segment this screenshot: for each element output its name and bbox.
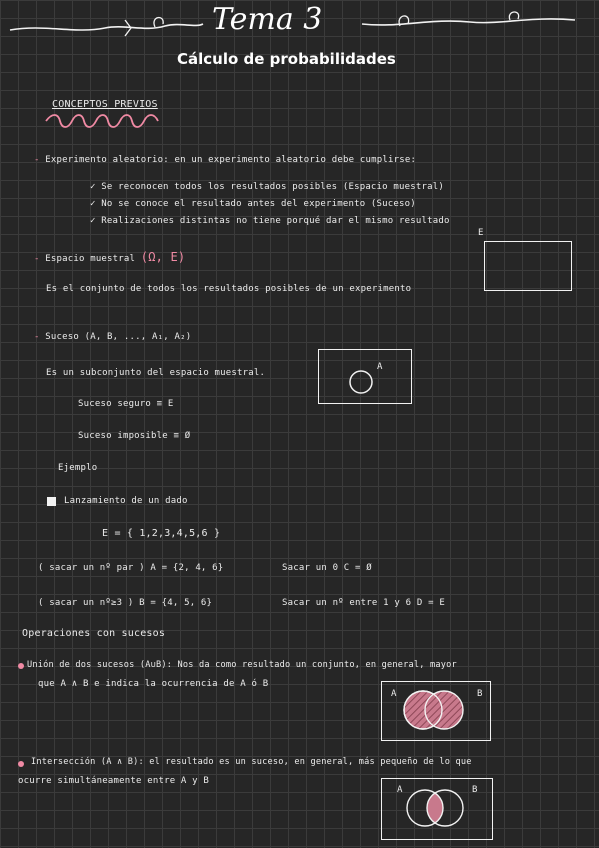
bullet-square [47,497,56,506]
espacio-heading: - Espacio muestral (Ω, E) [34,250,186,264]
espacio-box-label: E [478,228,484,238]
espacio-definition: Es el conjunto de todos los resultados posibles de un experimento [46,284,412,294]
inter-line-1: Intersección (A ∧ B): el resultado es un suceso, en general, más pequeño de lo que [31,757,472,767]
page-title: Tema 3 [212,2,323,37]
pink-squiggle-underline [42,113,162,131]
ejemplo-row1-right: Sacar un 0 C = Ø [282,563,372,573]
union-label-a: A [391,689,397,699]
ejemplo-row2-left: ( sacar un nº≥3 ) B = {4, 5, 6} [38,598,213,608]
check-item-3: ✓ Realizaciones distintas no tiene porqué dar el mismo resultado [90,216,450,226]
page-subtitle: Cálculo de probabilidades [177,50,396,68]
header-flourish-left [5,6,205,46]
ejemplo-item: Lanzamiento de un dado [64,496,188,506]
ejemplo-heading: Ejemplo [58,463,98,473]
inter-line-2: ocurre simultáneamente entre A y B [18,776,210,786]
header-flourish-right [360,4,580,44]
union-line-1: Unión de dos sucesos (A∪B): Nos da como resultado un conjunto, en general, mayor [27,660,457,670]
suceso-circle [346,367,376,397]
experimento-heading: - Experimento aleatorio: en un experimento aleatorio debe cumplirse: [34,155,417,165]
union-line-2: que A ∧ B e indica la ocurrencia de A ó B [38,679,269,689]
suceso-imposible: Suceso imposible ≡ Ø [78,431,191,441]
inter-bullet [18,761,24,767]
inter-label-b: B [472,785,478,795]
suceso-definition: Es un subconjunto del espacio muestral. [46,368,266,378]
suceso-circle-label: A [377,362,383,372]
union-venn-diagram [381,681,491,741]
union-label-b: B [477,689,483,699]
ejemplo-row1-left: ( sacar un nº par ) A = {2, 4, 6} [38,563,224,573]
inter-label-a: A [397,785,403,795]
sample-space-box [484,241,572,291]
union-bullet [18,663,24,669]
ejemplo-row2-right: Sacar un nº entre 1 y 6 D = E [282,598,445,608]
ejemplo-space: E = { 1,2,3,4,5,6 } [102,528,221,539]
section-heading-conceptos: CONCEPTOS PREVIOS [52,99,158,110]
suceso-heading: - Suceso (A, B, ..., A₁, A₂) [34,332,192,342]
check-item-1: ✓ Se reconocen todos los resultados posibles (Espacio muestral) [90,182,444,192]
operaciones-heading: Operaciones con sucesos [22,628,166,639]
suceso-seguro: Suceso seguro ≡ E [78,399,174,409]
check-item-2: ✓ No se conoce el resultado antes del experimento (Suceso) [90,199,416,209]
